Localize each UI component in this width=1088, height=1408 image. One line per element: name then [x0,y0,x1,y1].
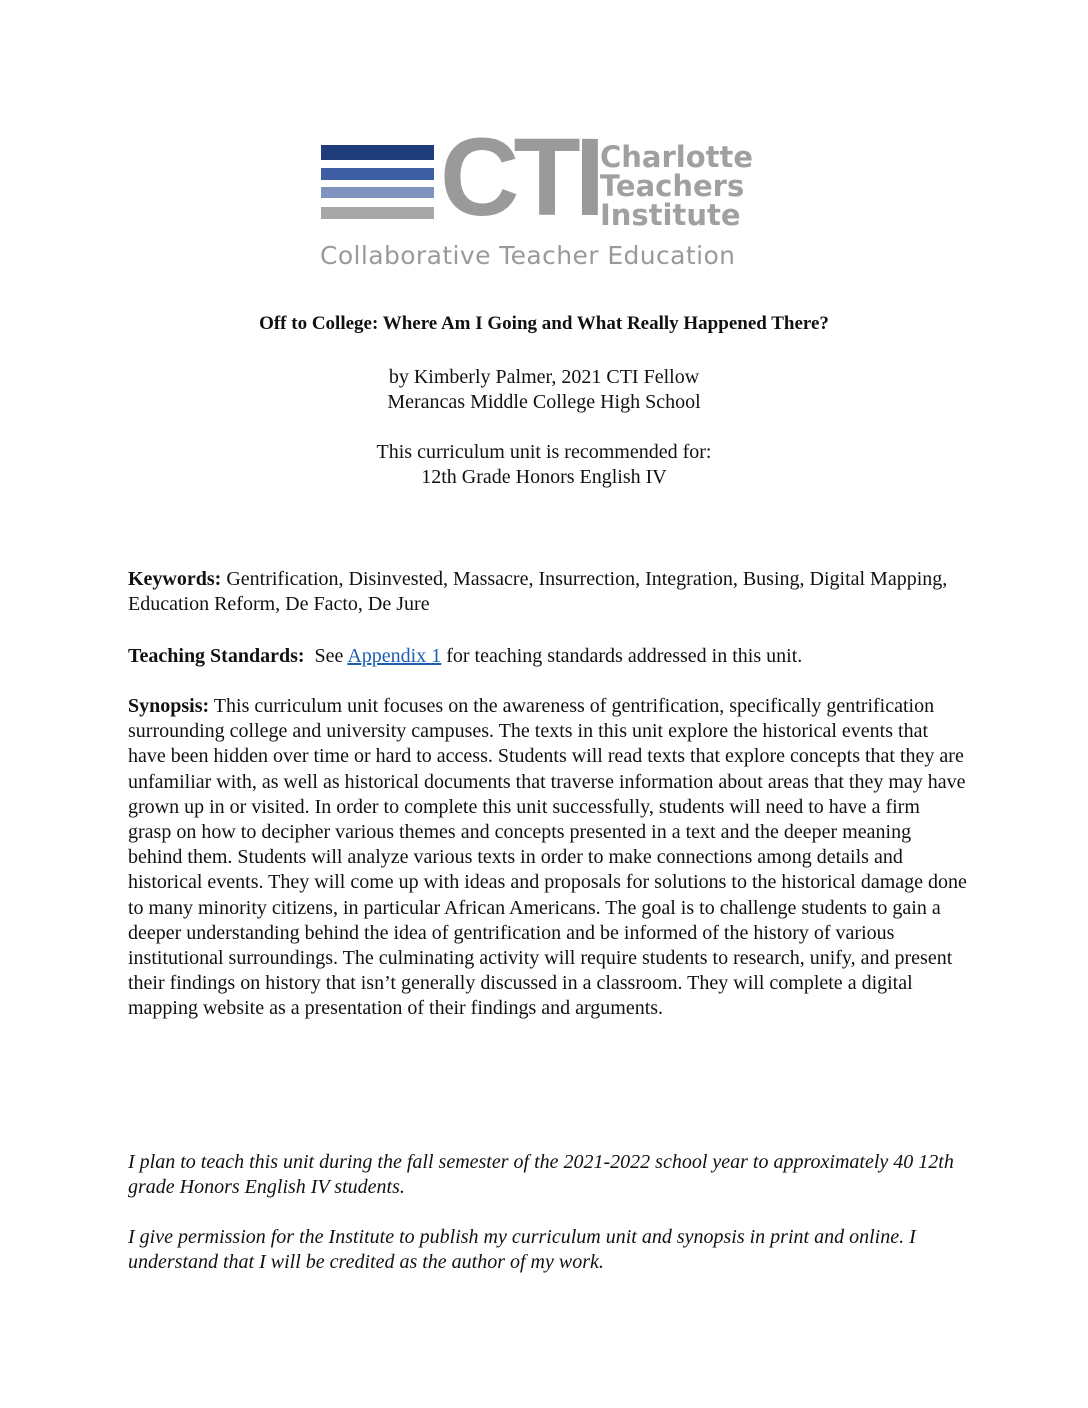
keywords-text: Gentrification, Disinvested, Massacre, Insurrection, Integration, Busing, Digital Mapping, Education Reform, De Facto, De Jure [128,568,948,616]
permission-statement: I give permission for the Institute to publish my curriculum unit and synopsis in print and online. I understand that I will be credited as the author of my work. [128,1226,916,1274]
recommended-label: This curriculum unit is recommended for: [376,441,712,463]
standards-pre-link: See [304,645,348,667]
logo-stripe-light-blue [321,187,434,198]
appendix-1-link[interactable]: Appendix 1 [347,645,442,667]
keywords-label: Keywords: [128,568,222,590]
logo-org-line-3: Institute [600,198,741,232]
recommendation-block [0,440,1088,490]
school-name: Merancas Middle College High School [387,391,701,413]
logo-stripe-navy [321,145,434,160]
synopsis-text: This curriculum unit focuses on the awareness of gentrification, specifically gentrification surrounding college and university campuses. The texts in this unit explore the historical events that have been hidden over time or hard to access. Students will read texts that explore concepts that they are unfamiliar with, as well as historical documents that traverse information about areas that they may have grown up in or visited. In order to complete this unit successfully, students will need to have a firm grasp on how to decipher various themes and concepts presented in a text and the deeper meaning behind them. Students will analyze various texts in order to make connections among details and historical events. They will come up with ideas and proposals for solutions to the historical damage done to many minority citizens, in particular African Americans. The goal is to challenge students to gain a deeper understanding behind the idea of gentrification and be informed of the history of various institutional surroundings. The culminating activity will require students to research, unify, and present their findings on history that isn’t generally discussed in a classroom. They will complete a digital mapping website as a presentation of their findings and arguments. [128,695,967,1020]
teaching-plan-statement: I plan to teach this unit during the fall semester of the 2021-2022 school year to approximately 40 12th grade Honors English IV students. [128,1151,954,1199]
cti-logo [318,116,770,273]
teaching-standards-paragraph [128,644,968,669]
keywords-paragraph [128,567,968,617]
logo-mark: CTI [440,116,600,239]
logo-tagline: Collaborative Teacher Education [320,241,736,270]
logo-org-line-2: Teachers [600,169,745,203]
logo-stripe-gray [321,207,434,219]
recommended-grade: 12th Grade Honors English IV [421,466,667,488]
author-block [0,365,1088,415]
logo-org-line-1: Charlotte [600,140,754,174]
standards-label: Teaching Standards: [128,645,305,667]
document-title: Off to College: Where Am I Going and What Really Happened There? [259,313,829,334]
standards-post-link: for teaching standards addressed in this unit. [441,645,803,667]
author-byline: by Kimberly Palmer, 2021 CTI Fellow [388,366,700,388]
synopsis-paragraph [128,694,968,1022]
logo-stripe-blue [321,168,434,180]
logo-org-name [600,140,754,232]
synopsis-label: Synopsis: [128,695,210,717]
